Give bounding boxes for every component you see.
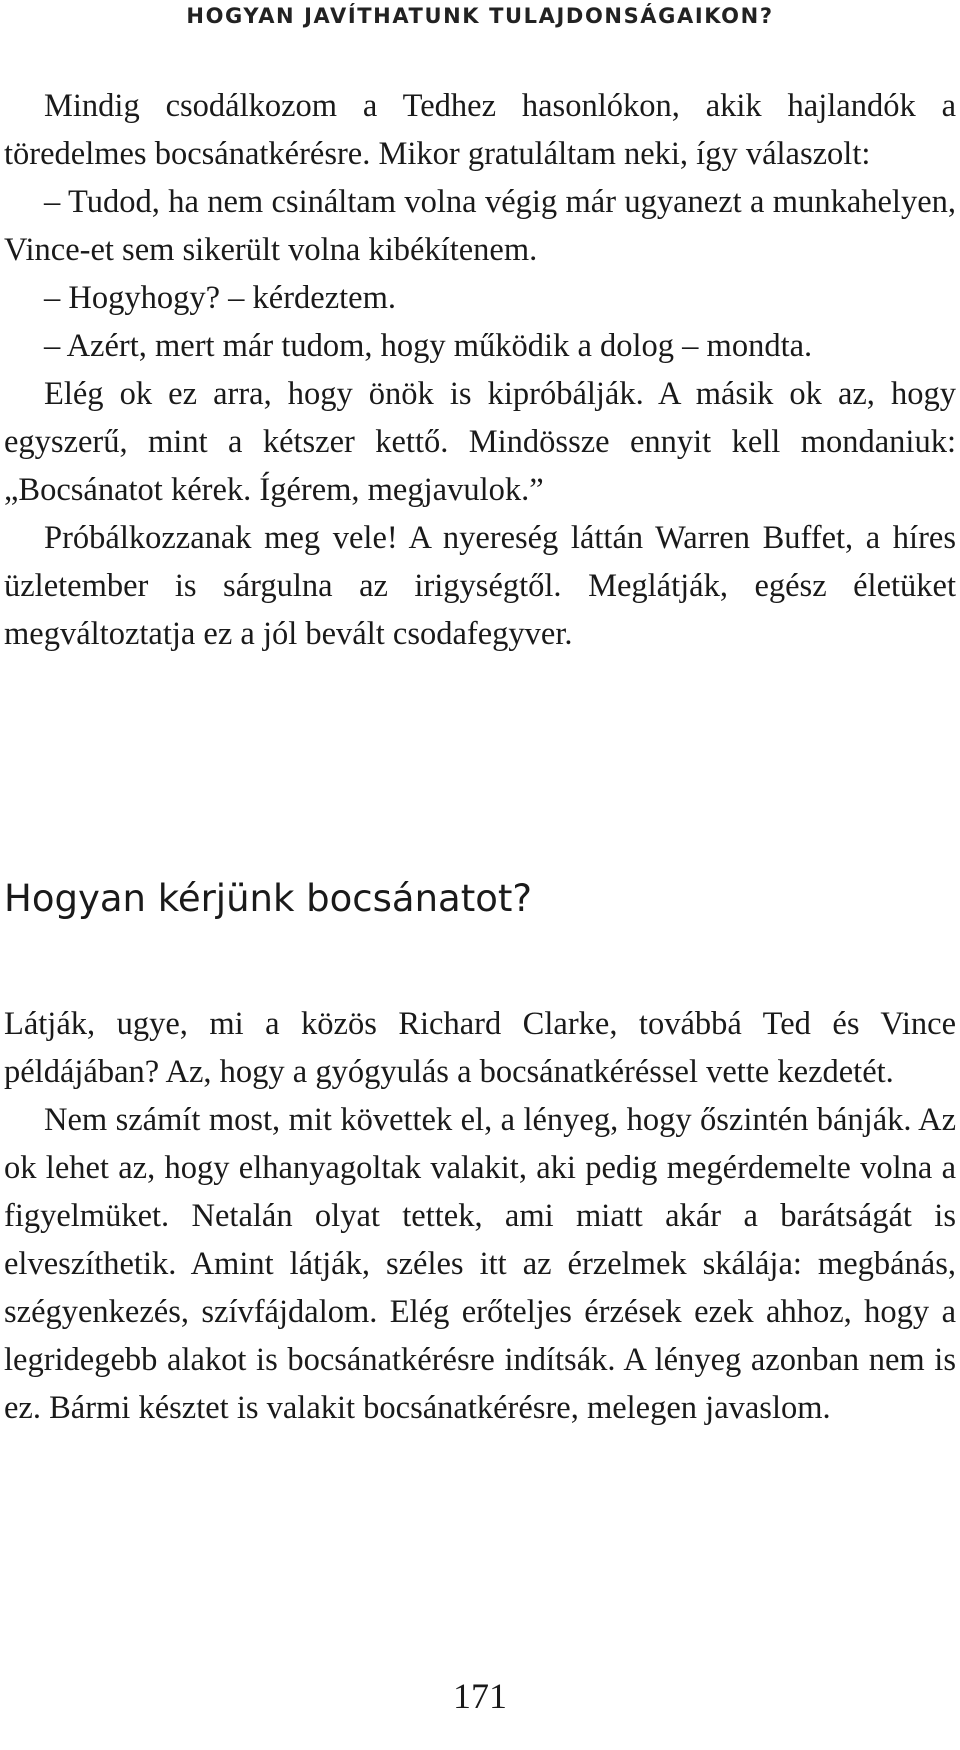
paragraph: Látják, ugye, mi a közös Richard Clarke, továbbá Ted és Vince példájában? Az, hogy a gyógyulás a bocsánatkéréssel vette kezdetét.	[4, 1006, 956, 1090]
page-number: 171	[453, 1676, 507, 1716]
paragraph: Elég ok ez arra, hogy önök is kipróbálják. A másik ok az, hogy egyszerű, mint a kétszer kettő. Mindössze ennyit kell mondaniuk: „Bocsánatot kérek. Ígérem, megjavulok.”	[4, 376, 956, 508]
paragraph: – Azért, mert már tudom, hogy működik a dolog – mondta.	[44, 328, 813, 364]
paragraph: Nem számít most, mit követtek el, a lényeg, hogy őszintén bánják. Az ok lehet az, hogy elhanyagoltak valakit, aki pedig megérdemelte volna a figyelmüket. Netalán olyat tettek, ami miatt akár a barátságát is elveszíthetik. Amint látják, széles itt az érzelmek skálája: megbánás, szégyenkezés, szívfájdalom. Elég erőteljes érzések ezek ahhoz, hogy a legridegebb alakot is bocsánatkérésre indítsák. A lényeg azonban nem is ez. Bármi késztet is valakit bocsánatkérésre, melegen javaslom.	[4, 1102, 956, 1426]
section-heading: Hogyan kérjünk bocsánatot?	[4, 877, 533, 920]
paragraph: Próbálkozzanak meg vele! A nyereség láttán Warren Buffet, a híres üzletember is sárgulna az irigységtől. Meglátják, egész életüket megváltoztatja ez a jól bevált csodafegyver.	[4, 520, 956, 652]
paragraph: – Hogyhogy? – kérdeztem.	[44, 280, 396, 316]
text-block-section	[4, 1000, 956, 1432]
text-block-intro	[4, 82, 956, 658]
running-head: HOGYAN JAVÍTHATUNK TULAJDONSÁGAIKON?	[186, 4, 774, 28]
paragraph: Mindig csodálkozom a Tedhez hasonlókon, akik hajlandók a töredelmes bocsánatkérésre. Mikor gratuláltam neki, így válaszolt:	[4, 88, 956, 172]
paragraph: – Tudod, ha nem csináltam volna végig már ugyanezt a munkahelyen, Vince-et sem sikerült volna kibékítenem.	[4, 184, 956, 268]
